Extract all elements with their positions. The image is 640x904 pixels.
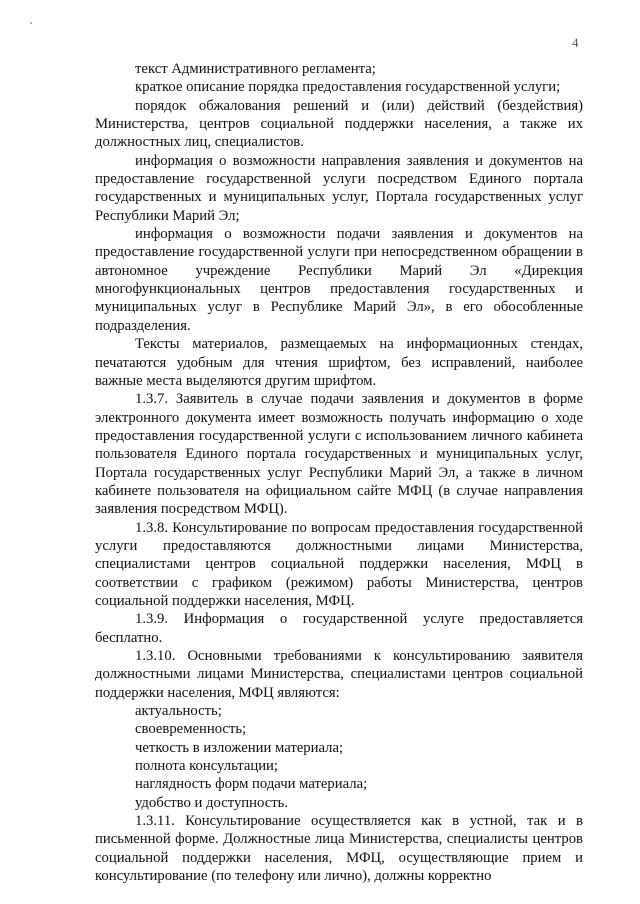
paragraph: 1.3.7. Заявитель в случае подачи заявления и документов в форме электронного документа имеет возможность получать информацию о ходе предоставления государственной услуги с использованием личного кабинета пользователя Единого портала государственных и муниципальных услуг, Портала государственных услуг Республики Марий Эл, а также в личном кабинете пользователя на официальном сайте МФЦ (в случае направления заявления посредством МФЦ).	[95, 391, 583, 518]
paragraph: краткое описание порядка предоставления государственной услуги;	[135, 79, 561, 96]
paragraph: Тексты материалов, размещаемых на информационных стендах, печатаются удобным для чтения шрифтом, без исправлений, наиболее важные места выделяются другим шрифтом.	[95, 336, 583, 389]
list-item: наглядность форм подачи материала;	[135, 776, 368, 793]
list-item: удобство и доступность.	[135, 794, 289, 811]
requirements-list	[95, 702, 583, 812]
paragraph: информация о возможности направления заявления и документов на предоставление государственной услуги посредством Единого портала государственных и муниципальных услуг, Портала государственных услуг Республики Марий Эл;	[95, 152, 583, 224]
paragraph: 1.3.10. Основными требованиями к консультированию заявителя должностными лицами Министерства, специалистами центров социальной поддержки населения, МФЦ являются:	[95, 648, 583, 701]
list-item: актуальность;	[135, 703, 222, 720]
paragraph: текст Административного регламента;	[135, 61, 376, 77]
document-body	[95, 60, 583, 885]
list-item: полнота консультации;	[135, 758, 279, 775]
paragraph: 1.3.8. Консультирование по вопросам предоставления государственной услуги предоставляются должностными лицами Министерства, специалистами центров социальной поддержки населения, МФЦ в соответствии с графиком (режимом) работы Министерства, центров социальной поддержки населения, МФЦ.	[95, 519, 583, 609]
paragraph: информация о возможности подачи заявления и документов на предоставление государственной услуги при непосредственном обращении в автономное учреждение Республики Марий Эл «Дирекция многофункциональных центров предоставления государственных и муниципальных услуг в Республике Марий Эл», в его обособленные подразделения.	[95, 226, 583, 334]
list-item: четкость в изложении материала;	[135, 739, 344, 756]
page-number: 4	[572, 35, 579, 50]
paragraph: порядок обжалования решений и (или) действий (бездействия) Министерства, центров социальной поддержки населения, а также их должностных лиц, специалистов.	[95, 97, 583, 151]
paragraph: 1.3.9. Информация о государственной услуге предоставляется бесплатно.	[95, 611, 583, 646]
list-item: своевременность;	[135, 721, 247, 738]
scan-mark	[30, 22, 32, 24]
paragraph: 1.3.11. Консультирование осуществляется как в устной, так и в письменной форме. Должностные лица Министерства, специалисты центров социальной поддержки населения, МФЦ, осуществляющие прием и консультирование (по телефону или лично), должны корректно	[95, 813, 583, 885]
